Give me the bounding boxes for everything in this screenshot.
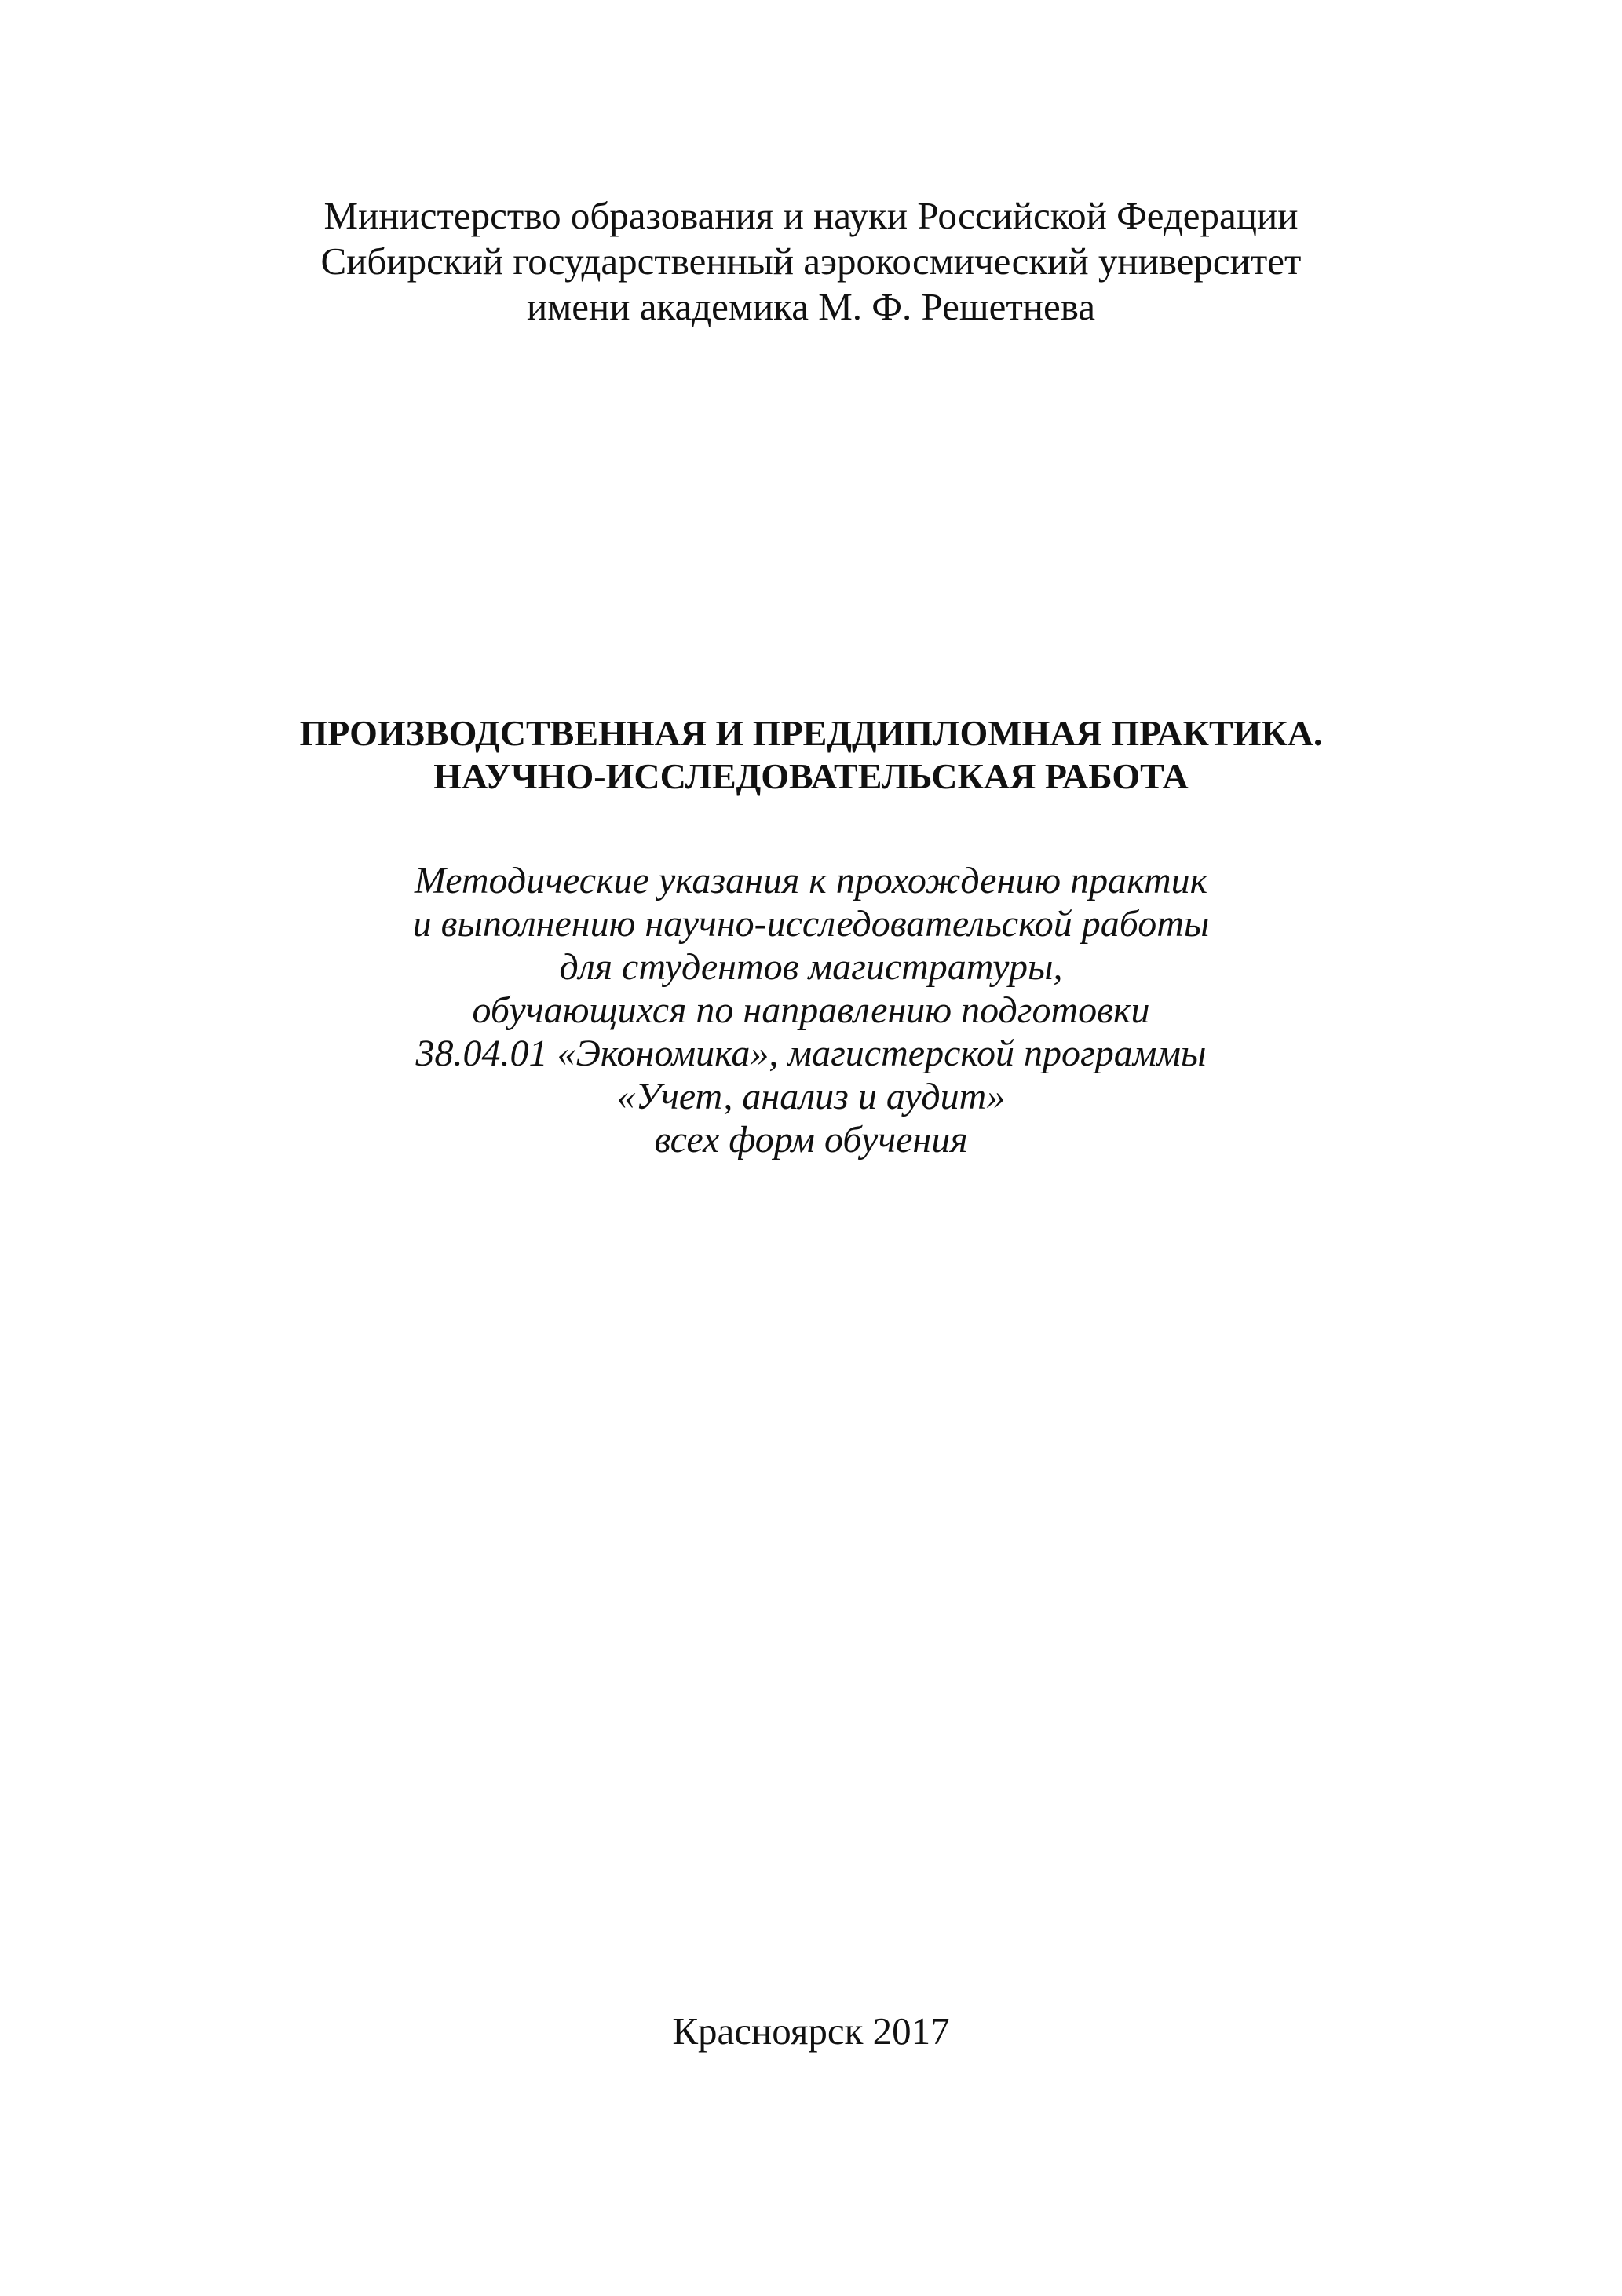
subtitle-line: обучающихся по направлению подготовки xyxy=(472,989,1150,1031)
city-year: Красноярск 2017 xyxy=(672,2009,950,2053)
subtitle-line: Методические указания к прохождению практик xyxy=(414,860,1208,901)
title-line: ПРОИЗВОДСТВЕННАЯ И ПРЕДДИПЛОМНАЯ ПРАКТИКА. xyxy=(299,713,1323,753)
subtitle-line: «Учет, анализ и аудит» xyxy=(616,1076,1006,1117)
document-subtitle xyxy=(0,859,1622,1161)
institution-header xyxy=(0,193,1622,330)
publication-footer xyxy=(0,2009,1622,2054)
subtitle-line: и выполнению научно-исследовательской работы xyxy=(412,903,1210,945)
subtitle-line: 38.04.01 «Экономика», магистерской программы xyxy=(415,1033,1207,1074)
university-name-line: имени академика М. Ф. Решетнева xyxy=(527,285,1095,328)
document-title xyxy=(0,711,1622,798)
subtitle-line: для студентов магистратуры, xyxy=(559,946,1063,988)
ministry-line: Министерство образования и науки Российской Федерации xyxy=(323,194,1299,237)
subtitle-line: всех форм обучения xyxy=(654,1119,968,1161)
university-line: Сибирский государственный аэрокосмический университет xyxy=(320,239,1302,283)
title-line: НАУЧНО-ИССЛЕДОВАТЕЛЬСКАЯ РАБОТА xyxy=(433,756,1189,796)
